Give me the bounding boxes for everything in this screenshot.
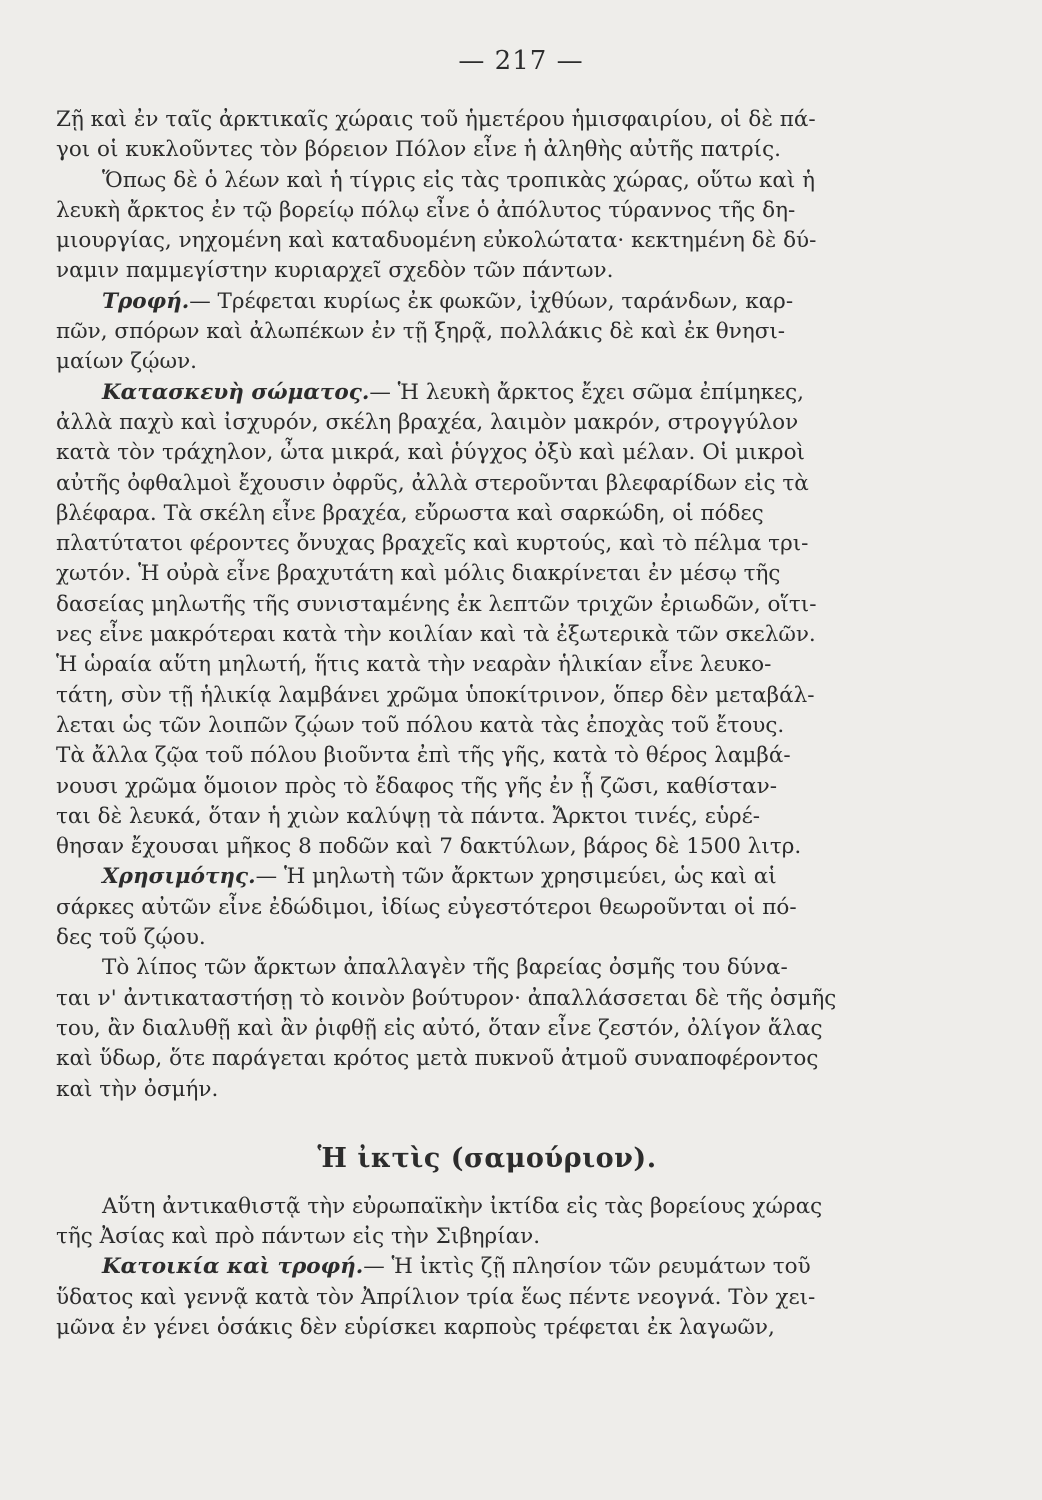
- text-line: δες τοῦ ζῴου.: [56, 925, 206, 951]
- text-line: του, ἂν διαλυθῇ καὶ ἂν ῥιφθῇ εἰς αὐτό, ὅταν εἶνε ζεστόν, ὀλίγον ἅλας: [56, 1015, 823, 1041]
- line-text: — Τρέφεται κυρίως ἐκ φωκῶν, ἰχθύων, ταράνδων, καρ-: [189, 288, 794, 314]
- paragraph-sable-habitat: [56, 1252, 918, 1343]
- run-in-heading: Κατασκευὴ σώματος.: [102, 379, 370, 405]
- paragraph-fat: [56, 953, 918, 1104]
- paragraph-body-structure: [56, 378, 918, 863]
- text-line: κατὰ τὸν τράχηλον, ὦτα μικρά, καὶ ῥύγχος ὀξὺ καὶ μέλαν. Οἱ μικροὶ: [56, 440, 805, 466]
- text-line: μῶνα ἐν γένει ὁσάκις δὲν εὑρίσκει καρποὺς τρέφεται ἐκ λαγωῶν,: [56, 1314, 775, 1340]
- line-text: — Ἡ ἰκτὶς ζῇ πλησίον τῶν ρευμάτων τοῦ: [363, 1254, 811, 1280]
- text-line: βλέφαρα. Τὰ σκέλη εἶνε βραχέα, εὔρωστα καὶ σαρκώδη, οἱ πόδες: [56, 500, 764, 526]
- text-line: καὶ ὕδωρ, ὅτε παράγεται κρότος μετὰ πυκνοῦ ἀτμοῦ συναποφέροντος: [56, 1046, 819, 1072]
- text-line: ται δὲ λευκά, ὅταν ἡ χιὼν καλύψῃ τὰ πάντα. Ἄρκτοι τινές, εὑρέ-: [56, 803, 761, 829]
- text-line: Τὰ ἄλλα ζῷα τοῦ πόλου βιοῦντα ἐπὶ τῆς γῆς, κατὰ τὸ θέρος λαμβά-: [56, 743, 791, 769]
- text-line: πῶν, σπόρων καὶ ἀλωπέκων ἐν τῇ ξηρᾷ, πολλάκις δὲ καὶ ἐκ θνησι-: [56, 319, 786, 345]
- run-in-heading: Κατοικία καὶ τροφή.: [102, 1254, 364, 1280]
- paragraph-usefulness: [56, 862, 918, 953]
- text-line: αὐτῆς ὀφθαλμοὶ ἔχουσιν ὀφρῦς, ἀλλὰ στεροῦνται βλεφαρίδων εἰς τὰ: [56, 470, 809, 496]
- paragraph-habitat: [56, 105, 918, 287]
- paragraph-food: [56, 287, 918, 378]
- text-line: μαίων ζῴων.: [56, 349, 197, 375]
- text-line: χωτόν. Ἡ οὐρὰ εἶνε βραχυτάτη καὶ μόλις διακρίνεται ἐν μέσῳ τῆς: [56, 561, 781, 587]
- text-line: λευκὴ ἄρκτος ἐν τῷ βορείῳ πόλῳ εἶνε ὁ ἀπόλυτος τύραννος τῆς δη-: [56, 197, 796, 223]
- line-text: — Ἡ μηλωτὴ τῶν ἄρκτων χρησιμεύει, ὡς καὶ αἱ: [255, 864, 777, 890]
- text-line: [56, 862, 918, 892]
- text-line: γοι οἱ κυκλοῦντες τὸν βόρειον Πόλον εἶνε ἡ ἀληθὴς αὐτῆς πατρίς.: [56, 137, 781, 163]
- text-line: νουσι χρῶμα ὅμοιον πρὸς τὸ ἔδαφος τῆς γῆς ἐν ᾗ ζῶσι, καθίσταν-: [56, 773, 777, 799]
- section-heading: Ἡ ἰκτὶς (σαμούριον).: [317, 1142, 657, 1174]
- text-line: Ἡ ὡραία αὕτη μηλωτή, ἥτις κατὰ τὴν νεαρὰν ἡλικίαν εἶνε λευκο-: [56, 652, 772, 678]
- text-line: ἀλλὰ παχὺ καὶ ἰσχυρόν, σκέλη βραχέα, λαιμὸν μακρόν, στρογγύλον: [56, 409, 799, 435]
- text-line: σάρκες αὐτῶν εἶνε ἐδώδιμοι, ἰδίως εὐγεστότεροι θεωροῦνται οἱ πό-: [56, 894, 797, 920]
- text-line: τάτη, σὺν τῇ ἡλικίᾳ λαμβάνει χρῶμα ὑποκίτρινον, ὅπερ δὲν μεταβάλ-: [56, 682, 815, 708]
- text-line: νες εἶνε μακρότεραι κατὰ τὴν κοιλίαν καὶ τὰ ἐξωτερικὰ τῶν σκελῶν.: [56, 622, 816, 648]
- page-number: — 217 —: [458, 46, 584, 76]
- text-line: λεται ὡς τῶν λοιπῶν ζῴων τοῦ πόλου κατὰ τὰς ἐποχὰς τοῦ ἔτους.: [56, 712, 785, 738]
- run-in-heading: Χρησιμότης.: [102, 864, 256, 890]
- text-line: [56, 378, 918, 408]
- text-line: Τὸ λίπος τῶν ἄρκτων ἀπαλλαγὲν τῆς βαρείας ὀσμῆς του δύνα-: [102, 955, 788, 981]
- text-line: καὶ τὴν ὀσμήν.: [56, 1076, 219, 1102]
- text-line: δασείας μηλωτῆς τῆς συνισταμένης ἐκ λεπτῶν τριχῶν ἐριωδῶν, οἵτι-: [56, 591, 817, 617]
- text-line: Ὅπως δὲ ὁ λέων καὶ ἡ τίγρις εἰς τὰς τροπικὰς χώρας, οὕτω καὶ ἡ: [102, 167, 816, 193]
- run-in-heading: Τροφή.: [102, 288, 190, 314]
- text-line: Αὕτη ἀντικαθιστᾷ τὴν εὐρωπαϊκὴν ἰκτίδα εἰς τὰς βορείους χώρας: [102, 1193, 823, 1219]
- paragraph-sable-range: [56, 1192, 918, 1253]
- text-line: ναμιν παμμεγίστην κυριαρχεῖ σχεδὸν τῶν πάντων.: [56, 258, 614, 284]
- text-line: τῆς Ἀσίας καὶ πρὸ πάντων εἰς τὴν Σιβηρίαν.: [56, 1224, 541, 1250]
- text-line: πλατύτατοι φέροντες ὄνυχας βραχεῖς καὶ κυρτούς, καὶ τὸ πέλμα τρι-: [56, 531, 809, 557]
- text-line: Ζῇ καὶ ἐν ταῖς ἀρκτικαῖς χώραις τοῦ ἡμετέρου ἡμισφαιρίου, οἱ δὲ πά-: [56, 107, 816, 132]
- text-line: [56, 287, 918, 317]
- text-body: [56, 105, 918, 1343]
- text-line: [56, 1252, 918, 1282]
- text-line: ται ν' ἀντικαταστήσῃ τὸ κοινὸν βούτυρον· ἀπαλλάσσεται δὲ τῆς ὀσμῆς: [56, 985, 837, 1011]
- text-line: θησαν ἔχουσαι μῆκος 8 ποδῶν καὶ 7 δακτύλων, βάρος δὲ 1500 λιτρ.: [56, 834, 802, 860]
- text-line: ὕδατος καὶ γεννᾷ κατὰ τὸν Ἀπρίλιον τρία ἕως πέντε νεογνά. Τὸν χει-: [56, 1284, 816, 1310]
- text-line: μιουργίας, νηχομένη καὶ καταδυομένη εὐκολώτατα· κεκτημένη δὲ δύ-: [56, 228, 817, 254]
- line-text: — Ἡ λευκὴ ἄρκτος ἔχει σῶμα ἐπίμηκες,: [369, 379, 805, 405]
